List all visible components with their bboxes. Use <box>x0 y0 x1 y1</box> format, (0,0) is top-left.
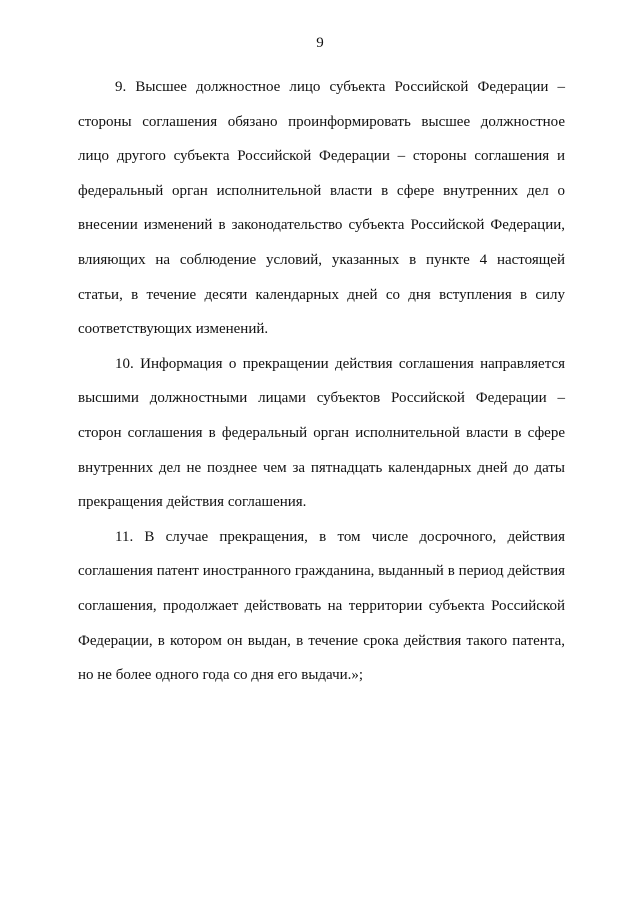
page-number: 9 <box>316 35 324 51</box>
paragraph-9: 9. Высшее должностное лицо субъекта Российской Федерации – стороны соглашения обязано проинформировать высшее должностное лицо другого субъекта Российской Федерации – стороны соглашения и федеральный орган исполнительной власти в сфере внутренних дел о внесении изменений в законодательство субъекта Российской Федерации, влияющих на соблюдение условий, указанных в пункте 4 настоящей статьи, в течение десяти календарных дней со дня вступления в силу соответствующих изменений. <box>78 79 565 338</box>
paragraph-10: 10. Информация о прекращении действия соглашения направляется высшими должностными лицами субъектов Российской Федерации – сторон соглашения в федеральный орган исполнительной власти в сфере внутренних дел не позднее чем за пятнадцать календарных дней до даты прекращения действия соглашения. <box>78 355 565 511</box>
document-body <box>78 70 565 693</box>
paragraph-11: 11. В случае прекращения, в том числе досрочного, действия соглашения патент иностранного гражданина, выданный в период действия соглашения, продолжает действовать на территории субъекта Российской Федерации, в котором он выдан, в течение срока действия такого патента, но не более одного года со дня его выдачи.»; <box>78 528 565 684</box>
